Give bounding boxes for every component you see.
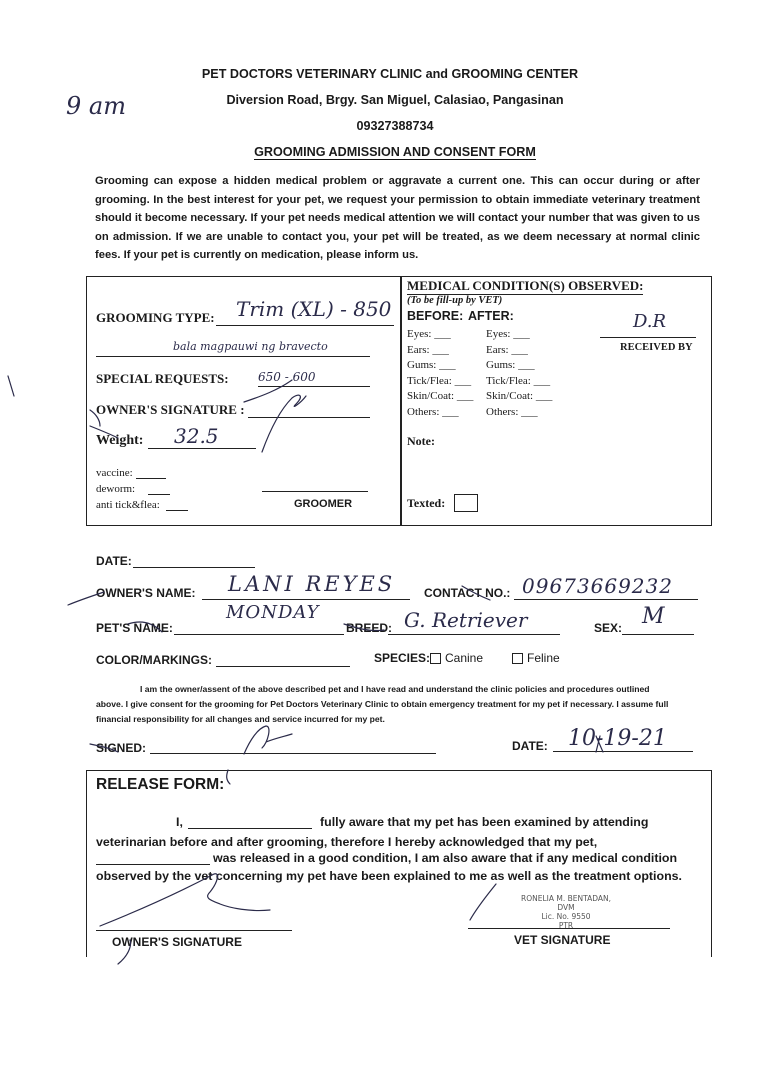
contact-strike (462, 586, 490, 600)
form-title: GROOMING ADMISSION AND CONSENT FORM (254, 145, 536, 159)
received-by-label: RECEIVED BY (620, 342, 693, 353)
release-text-4: observed by the vet concerning my pet have been explained to me as well as the treatment options. (96, 869, 682, 883)
note-label: Note: (407, 434, 435, 448)
sex-value: M (642, 604, 665, 629)
release-owner-sig-label: OWNER'S SIGNATURE (112, 935, 242, 949)
weight-label: Weight: (96, 433, 144, 448)
grooming-type-label: GROOMING TYPE: (96, 310, 215, 325)
received-by-value: D.R (633, 311, 667, 332)
release-vet-sig-label: VET SIGNATURE (514, 933, 611, 947)
pets-name-value: MONDAY (226, 602, 320, 623)
handwritten-time: 9 am (66, 92, 126, 120)
after-items: Eyes: ___ Ears: ___ Gums: ___ Tick/Flea: ___ Skin/Coat: ___ Others: ___ (486, 328, 553, 418)
breed-strike (344, 624, 384, 631)
release-title: RELEASE FORM: (96, 776, 225, 793)
contact-no-label: CONTACT NO.: (424, 586, 511, 600)
contact-no-value: 09673669232 (522, 574, 673, 598)
weight-value: 32.5 (174, 424, 219, 448)
medical-title: MEDICAL CONDITION(S) OBSERVED: (407, 278, 644, 293)
consent-line-1: I am the owner/assent of the above described pet and I have read and understand the clinic policies and procedures outlined (140, 684, 650, 694)
intro-paragraph: Grooming can expose a hidden medical problem or aggravate a current one. This can occur during or after grooming. In the best interest for your pet, we request your permission to obtain immediate veterinary treatment should it become necessary. If your pet needs medical attention we will contact your number that was given to us on admission. If we are unable to contact you, your pet will be treated, as we deem necessary at normal clinic fees. If your pet is currently on medication, please inform us. (95, 175, 700, 261)
owner-signature-stroke (262, 395, 306, 452)
species-feline[interactable]: Feline (512, 651, 560, 665)
species-label: SPECIES: (374, 651, 431, 665)
signed-mark (90, 744, 118, 752)
pets-name-mark (128, 622, 162, 632)
medical-subtitle: (To be fill-up by VET) (407, 295, 503, 306)
breed-label: BREED: (346, 621, 393, 635)
owner-signature-label: OWNER'S SIGNATURE : (96, 402, 245, 417)
grooming-note-value: bala magpauwi ng bravecto (173, 340, 328, 353)
consent-date-value: 10-19-21 (568, 726, 667, 751)
owner-signature-flourish (90, 410, 118, 438)
signed-label: SIGNED: (96, 741, 147, 755)
texted-label: Texted: (407, 496, 446, 510)
before-label: BEFORE: (407, 309, 464, 323)
release-text-3: was released in a good condition, I am also aware that if any medical condition (213, 851, 678, 865)
date-label: DATE: (96, 554, 132, 568)
release-owner-signature (100, 874, 270, 964)
release-i: I, (176, 815, 183, 829)
grooming-type-value: Trim (XL) - 850 (236, 297, 392, 321)
consent-date-label: DATE: (512, 739, 548, 753)
release-text-1: fully aware that my pet has been examined by attending (320, 815, 649, 829)
breed-value: G. Retriever (404, 608, 528, 632)
release-text-2: veterinarian before and after grooming, therefore I hereby acknowledged that my pet, (96, 835, 598, 849)
date-scribble (596, 736, 603, 752)
sex-label: SEX: (594, 621, 623, 635)
groomer-label: GROOMER (294, 498, 353, 510)
clinic-phone: 09327388734 (356, 119, 434, 133)
consent-line-3: financial responsibility for all changes and service incurred for my pet. (96, 714, 385, 724)
anti-tick-label: anti tick&flea: (96, 499, 160, 511)
vet-signature-stroke (470, 884, 496, 920)
clinic-address: Diversion Road, Brgy. San Miguel, Calasiao, Pangasinan (226, 93, 564, 107)
vet-stamp: RONELIA M. BENTADAN, DVM Lic. No. 9550 PTR (521, 894, 611, 930)
vaccine-label: vaccine: (96, 467, 133, 479)
after-label: AFTER: (468, 309, 514, 323)
consent-signature-stroke (227, 726, 292, 784)
margin-mark (8, 376, 14, 396)
owners-name-label: OWNER'S NAME: (96, 586, 196, 600)
owners-name-mark (68, 592, 104, 605)
pets-name-label: PET'S NAME: (96, 621, 173, 635)
deworm-label: deworm: (96, 483, 136, 495)
special-requests-stroke (244, 380, 292, 402)
species-canine[interactable]: Canine (430, 651, 483, 665)
consent-line-2: above. I give consent for the grooming for Pet Doctors Veterinary Clinic to obtain emergency treatment for my pet if necessary. I assume full (96, 699, 669, 709)
color-label: COLOR/MARKINGS: (96, 653, 212, 667)
special-requests-value: 650 - 600 (258, 370, 316, 384)
owners-name-value: LANI REYES (228, 572, 396, 596)
before-items: Eyes: ___ Ears: ___ Gums: ___ Tick/Flea: ___ Skin/Coat: ___ Others: ___ (407, 328, 474, 418)
clinic-name: PET DOCTORS VETERINARY CLINIC and GROOMING CENTER (201, 67, 579, 81)
special-requests-label: SPECIAL REQUESTS: (96, 371, 229, 386)
